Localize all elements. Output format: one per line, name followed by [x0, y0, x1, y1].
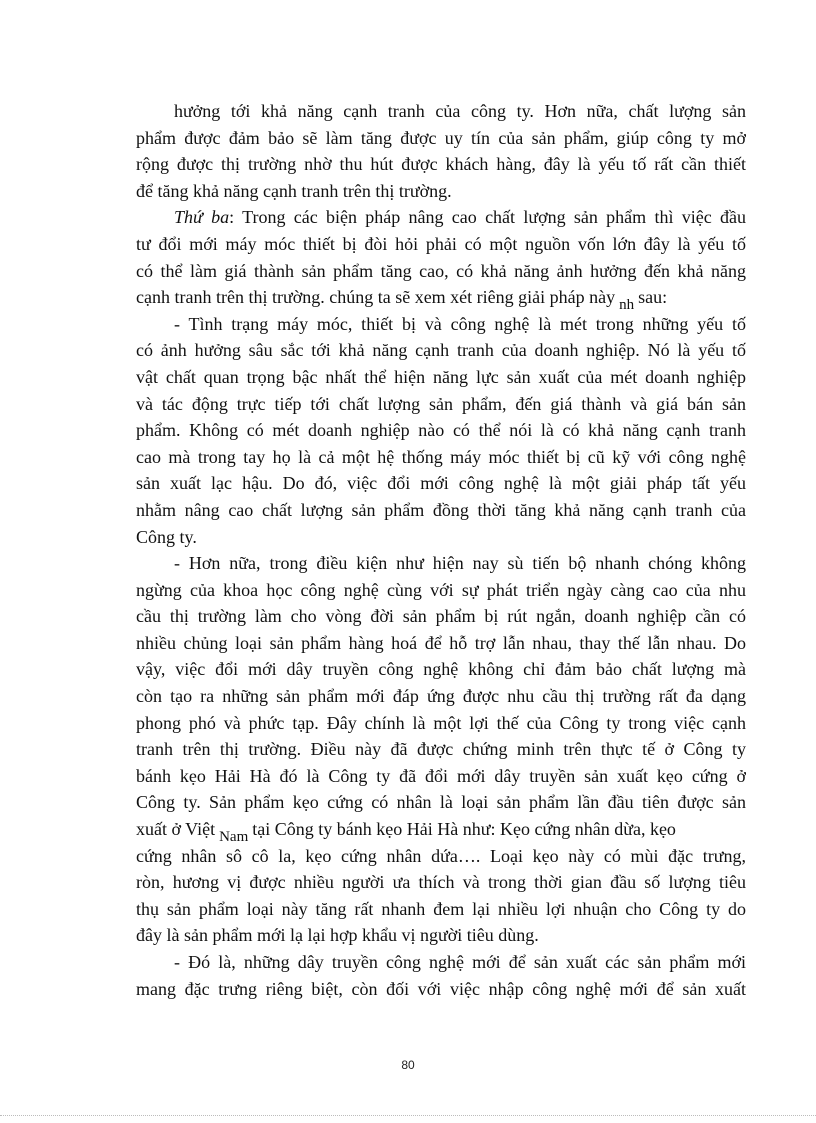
text-fragment: xuất ở Việt: [136, 819, 216, 840]
text-line: để tăng khả năng cạnh tranh trên thị trường.: [136, 180, 452, 201]
text-line: [136, 204, 746, 231]
paragraph-5: [136, 949, 746, 1002]
text-line: có ảnh hưởng sâu sắc tới khả năng cạnh tranh của doanh nghiệp. Nó là yếu tố: [136, 340, 746, 361]
text-line: hưởng tới khả năng cạnh tranh của công ty. Hơn nữa, chất lượng sản: [174, 101, 746, 121]
text-fragment: cạnh tranh trên thị trường. chúng ta sẽ xem xét riêng giải pháp này: [136, 287, 616, 308]
text-line: tranh trên thị trường. Điều này đã được chứng minh trên thực tế ở Công ty: [136, 739, 746, 760]
text-line: Công ty. Sản phẩm kẹo cứng có nhân là loại sản phẩm lần đầu tiên được sản: [136, 792, 746, 813]
text-line: đây là sản phẩm mới lạ lại hợp khẩu vị người tiêu dùng.: [136, 925, 539, 946]
text-line: tư đổi mới máy móc thiết bị đòi hỏi phải có một nguồn vốn lớn đây là yếu tố: [136, 233, 746, 254]
text-line: phong phó và phức tạp. Đây chính là một lợi thế của Công ty trong việc cạnh: [136, 712, 746, 733]
text-fragment: sau:: [638, 287, 668, 308]
text-line: có thể làm giá thành sản phẩm tăng cao, có khả năng ảnh hưởng đến khả năng: [136, 260, 746, 281]
text-line: ròn, hương vị được nhiều người ưa thích và trong thời gian đầu số lượng tiêu: [136, 872, 746, 893]
text-line: vật chất quan trọng bậc nhất thể hiện năng lực sản xuất của mét doanh nghiệp: [136, 366, 746, 387]
text-line: phẩm. Không có mét doanh nghiệp nào có thể nói là có khả năng cạnh tranh: [136, 420, 746, 441]
text-fragment: : Trong các biện pháp nâng cao chất lượng sản phẩm thì việc đầu: [229, 207, 746, 228]
text-fragment: tại Công ty bánh kẹo Hải Hà như: Kẹo cứng nhân dừa, kẹo: [252, 819, 676, 840]
text-line: còn tạo ra những sản phẩm mới đáp ứng được nhu cầu thị trường rất đa dạng: [136, 686, 746, 707]
misplaced-fragment: Nam: [219, 829, 249, 846]
paragraph-1: [136, 98, 746, 204]
body-text: [136, 98, 746, 1002]
text-line: ngừng của khoa học công nghệ cùng với sự phát triển ngày càng cao của nhu: [136, 579, 746, 600]
paragraph-4: [136, 550, 746, 949]
text-line: [136, 816, 746, 846]
text-line: - Tình trạng máy móc, thiết bị và công nghệ là mét trong những yếu tố: [174, 313, 746, 334]
page-number: 80: [401, 1058, 415, 1072]
text-line: thụ sản phẩm loại này tăng rất nhanh đem lại nhiều lợi nhuận cho Công ty do: [136, 898, 746, 919]
text-line: - Đó là, những dây truyền công nghệ mới để sản xuất các sản phẩm mới: [174, 952, 746, 972]
text-line: và tác động trực tiếp tới chất lượng sản phẩm, đến giá thành và giá bán sản: [136, 393, 746, 414]
text-line: bánh kẹo Hải Hà đó là Công ty đã đổi mới dây truyền sản xuất kẹo cứng ở: [136, 765, 746, 786]
footer-divider: [0, 1115, 816, 1116]
text-line: mang đặc trưng riêng biệt, còn đối với việc nhập công nghệ mới để sản xuất: [136, 978, 746, 999]
misplaced-fragment: nh: [619, 297, 635, 314]
text-line: cứng nhân sô cô la, kẹo cứng nhân dứa…. Loại kẹo này có mùi đặc trưng,: [136, 845, 746, 866]
text-line: cao mà trong tay họ là cả một hệ thống máy móc thiết bị cũ kỹ với công nghệ: [136, 446, 746, 467]
text-line: sản xuất lạc hậu. Do đó, việc đổi mới công nghệ là một giải pháp tất yếu: [136, 473, 746, 494]
text-line: rộng được thị trường nhờ thu hút được khách hàng, đây là yếu tố rất cần thiết: [136, 154, 746, 175]
text-line: [136, 284, 746, 314]
text-line: phẩm được đảm bảo sẽ làm tăng được uy tín của sản phẩm, giúp công ty mở: [136, 127, 746, 148]
text-line: nhiều chủng loại sản phẩm hàng hoá để hỗ trợ lẫn nhau, thay thế lẫn nhau. Do: [136, 632, 746, 653]
italic-lead: Thứ ba: [174, 207, 230, 228]
text-line: cầu thị trường làm cho vòng đời sản phẩm bị rút ngắn, doanh nghiệp cần có: [136, 606, 746, 627]
text-line: Công ty.: [136, 526, 197, 547]
text-line: nhằm nâng cao chất lượng sản phẩm đồng thời tăng khả năng cạnh tranh của: [136, 499, 746, 520]
text-line: vậy, việc đổi mới dây truyền công nghệ không chỉ đảm bảo chất lượng mà: [136, 659, 746, 680]
paragraph-3: [136, 311, 746, 550]
text-line: - Hơn nữa, trong điều kiện như hiện nay sù tiến bộ nhanh chóng không: [174, 553, 746, 574]
paragraph-2: [136, 204, 746, 314]
